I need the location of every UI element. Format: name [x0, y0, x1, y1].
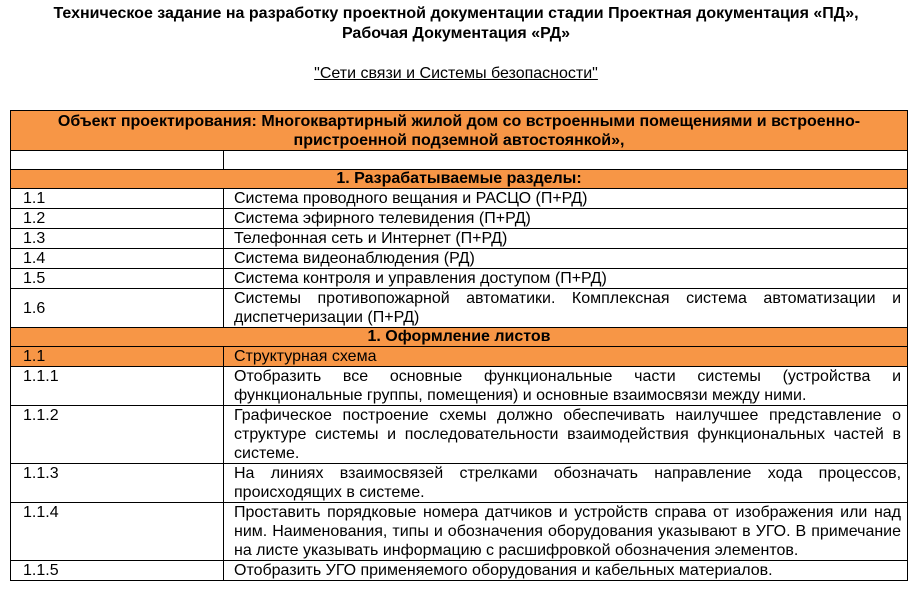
- object-header-cell: Объект проектирования: Многоквартирный жилой дом со встроенными помещениями и встроенно-пристроенной подземной автостоянкой»,: [11, 111, 908, 151]
- object-header-row: [11, 111, 908, 151]
- subsection-row: [11, 347, 908, 367]
- table-row: [11, 229, 908, 249]
- table-row: [11, 367, 908, 406]
- row-number: 1.1.3: [11, 464, 224, 503]
- row-text: Система контроля и управления доступом (П+РД): [224, 269, 908, 289]
- row-number: 1.1.2: [11, 406, 224, 464]
- section-2-header-row: [11, 328, 908, 347]
- row-number: 1.5: [11, 269, 224, 289]
- subsection-text: Структурная схема: [224, 347, 908, 367]
- table-row: [11, 503, 908, 561]
- empty-row: [11, 151, 908, 170]
- row-text: Системы противопожарной автоматики. Комплексная система автоматизации и диспетчеризации (П+РД): [224, 289, 908, 328]
- row-number: 1.2: [11, 209, 224, 229]
- table-row: [11, 209, 908, 229]
- row-number: 1.4: [11, 249, 224, 269]
- section-1-title: 1. Разрабатываемые разделы:: [11, 170, 908, 189]
- row-text: Отобразить УГО применяемого оборудования и кабельных материалов.: [224, 561, 908, 581]
- subsection-number: 1.1: [11, 347, 224, 367]
- row-number: 1.1: [11, 189, 224, 209]
- empty-cell: [11, 151, 224, 170]
- row-number: 1.3: [11, 229, 224, 249]
- table-row: [11, 464, 908, 503]
- row-text: Отобразить все основные функциональные части системы (устройства и функциональные группы, помещения) и основные взаимосвязи между ними.: [224, 367, 908, 406]
- row-text: На линиях взаимосвязей стрелками обозначать направление хода процессов, происходящих в системе.: [224, 464, 908, 503]
- row-number: 1.1.5: [11, 561, 224, 581]
- section-2-title: 1. Оформление листов: [11, 328, 908, 347]
- table-row: [11, 289, 908, 328]
- row-number: 1.1.1: [11, 367, 224, 406]
- section-1-header-row: [11, 170, 908, 189]
- document-subtitle: [0, 65, 912, 83]
- row-text: Система проводного вещания и РАСЦО (П+РД): [224, 189, 908, 209]
- table-row: [11, 406, 908, 464]
- subtitle-text: "Сети связи и Системы безопасности": [314, 65, 598, 82]
- document-title: [0, 4, 912, 44]
- row-number: 1.6: [11, 289, 224, 328]
- table-row: [11, 249, 908, 269]
- specification-table: [10, 110, 908, 581]
- row-number: 1.1.4: [11, 503, 224, 561]
- table-row: [11, 269, 908, 289]
- row-text: Телефонная сеть и Интернет (П+РД): [224, 229, 908, 249]
- empty-cell: [224, 151, 908, 170]
- document-title-line-2: Рабочая Документация «РД»: [341, 25, 571, 42]
- document-title-line-1: Техническое задание на разработку проектной документации стадии Проектная документация «ПД»,: [53, 5, 859, 22]
- table-row: [11, 561, 908, 581]
- row-text: Проставить порядковые номера датчиков и устройств справа от изображения или над ним. Наименования, типы и обозначения оборудования указывают в УГО. В примечание на листе указывать информацию с расшифровкой обозначения элементов.: [224, 503, 908, 561]
- table-row: [11, 189, 908, 209]
- row-text: Графическое построение схемы должно обеспечивать наилучшее представление о структуре системы и последовательности взаимодействия функциональных частей в системе.: [224, 406, 908, 464]
- row-text: Система видеонаблюдения (РД): [224, 249, 908, 269]
- row-text: Система эфирного телевидения (П+РД): [224, 209, 908, 229]
